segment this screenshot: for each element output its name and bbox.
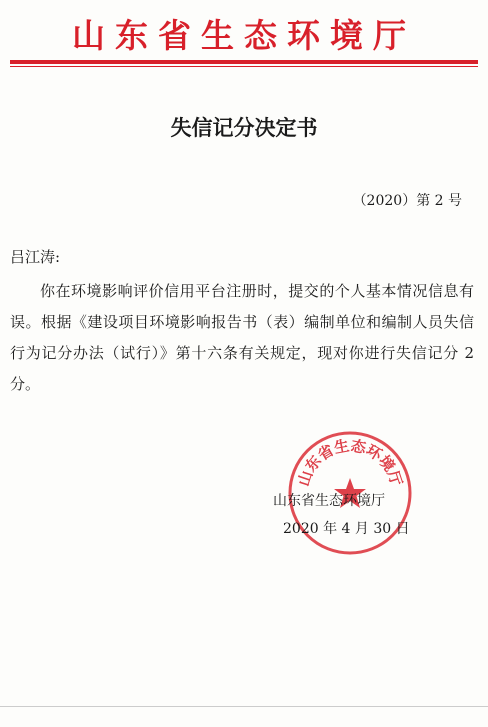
addressee: 吕江涛: [10, 248, 61, 266]
signature-org: 山东省生态环境厅 [273, 493, 385, 509]
document-number: （2020）第 2 号 [352, 193, 462, 209]
footer-divider [0, 706, 488, 707]
header-divider-thick [10, 60, 478, 64]
header-divider-thin [10, 66, 478, 67]
seal-text: 山东省生态环境厅 [294, 436, 406, 489]
document-title: 失信记分决定书 [170, 115, 318, 140]
document-date: 2020 年 4 月 30 日 [283, 521, 410, 537]
header-org-name: 山东省生态环境厅 [72, 16, 416, 55]
body-paragraph: 你在环境影响评价信用平台注册时，提交的个人基本情况信息有误。根据《建设项目环境影响报告书（表）编制单位和编制人员失信行为记分办法（试行）》第十六条有关规定，现对你进行失信记分 2分。 [10, 282, 474, 393]
